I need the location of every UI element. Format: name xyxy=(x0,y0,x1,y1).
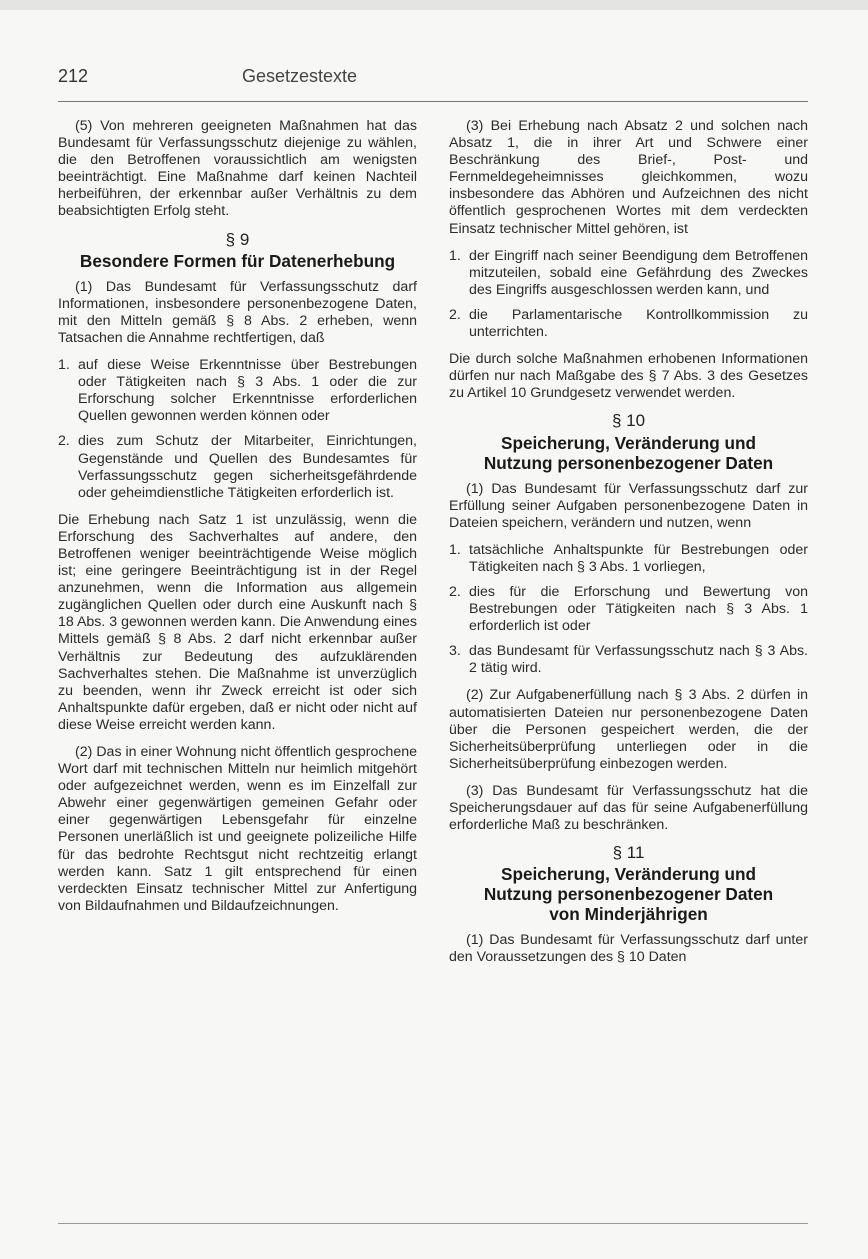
list-item-number: 1. xyxy=(449,541,461,558)
list-item-text: tatsächliche Anhaltspunkte für Bestrebungen oder Tätigkeiten nach § 3 Abs. 1 vorliegen, xyxy=(469,541,808,575)
section-11-title-line: Speicherung, Veränderung und xyxy=(501,864,756,885)
section-10-number: § 10 xyxy=(611,411,646,431)
list-item xyxy=(449,248,808,299)
scan-top-edge xyxy=(0,0,868,10)
paragraph-8-5: (5) Von mehreren geeigneten Maßnahmen hat das Bundesamt für Verfassungsschutz diejenige zu wählen, die den Betroffenen voraussichtlich am wenigsten beeinträchtigt. Eine Maßnahme darf keinen Nachteil herbeiführen, der erkennbar außer Verhältnis zu dem beabsichtigten Erfolg steht. xyxy=(58,118,417,220)
section-9-number: § 9 xyxy=(225,229,250,249)
section-11-title-line: Nutzung personenbezogener Daten xyxy=(483,884,774,905)
section-10-title-line: Nutzung personenbezogener Daten xyxy=(483,452,774,473)
list-item-number: 3. xyxy=(449,643,461,660)
left-column xyxy=(58,118,417,925)
list-item-text: auf diese Weise Erkenntnisse über Bestrebungen oder Tätigkeiten nach § 3 Abs. 1 oder die zur Erforschung solcher Erkenntnisse erforderlichen Quellen gewonnen werden können oder xyxy=(78,357,417,425)
paragraph-11-1: (1) Das Bundesamt für Verfassungsschutz darf unter den Voraussetzungen des § 10 Daten xyxy=(449,932,808,966)
section-10-list xyxy=(449,542,808,678)
right-column xyxy=(449,118,808,976)
list-item-text: dies zum Schutz der Mitarbeiter, Einrichtungen, Gegenstände und Quellen des Bundesamtes für Verfassungsschutz gegen sicherheitsgefährdende oder geheimdienstliche Tätigkeiten erforderlich ist. xyxy=(78,433,417,501)
paragraph-9-1: (1) Das Bundesamt für Verfassungsschutz darf Informationen, insbesondere personenbezogene Daten, mit den Mitteln gemäß § 8 Abs. 2 erheben, wenn Tatsachen die Annahme rechtfertigen, daß xyxy=(58,278,417,346)
list-item-number: 2. xyxy=(449,583,461,600)
section-10-title-line: Speicherung, Veränderung und xyxy=(501,432,756,453)
list-item-text: die Parlamentarische Kontrollkommission zu unterrichten. xyxy=(469,306,808,341)
section-9-3-list xyxy=(449,248,808,341)
paragraph-9-2: (2) Das in einer Wohnung nicht öffentlich gesprochene Wort darf mit technischen Mitteln nur heimlich mitgehört oder aufgezeichnet werden, wenn es im Einzelfall zur Abwehr einer gegenwärtigen gemeinen Gefahr oder einer gegenwärtigen Lebensgefahr für einzelne Personen unerläßlich ist und geeignete polizeiliche Hilfe für das bedrohte Rechtsgut nicht rechtzeitig erlangt werden kann. Satz 1 gilt entsprechend für einen verdeckten Einsatz technischer Mittel zur Anfertigung von Bildaufnahmen und Bildaufzeichnungen. xyxy=(58,744,417,914)
running-title: Gesetzestexte xyxy=(242,66,358,86)
list-item-number: 2. xyxy=(58,433,70,450)
list-item-number: 1. xyxy=(449,247,461,264)
page-number: 212 xyxy=(58,66,89,86)
list-item xyxy=(449,643,808,677)
paragraph-10-1: (1) Das Bundesamt für Verfassungsschutz darf zur Erfüllung seiner Aufgaben personenbezogene Daten in Dateien speichern, verändern und nutzen, wenn xyxy=(449,480,808,531)
section-11-number: § 11 xyxy=(612,843,645,863)
paragraph-9-satz: Die Erhebung nach Satz 1 ist unzulässig, wenn die Erforschung des Sachverhaltes auf andere, den Betroffenen weniger beeinträchtigende Weise möglich ist; eine geringere Beeinträchtigung ist in der Regel anzunehmen, wenn die Information aus allgemein zugänglichen Quellen oder durch eine Auskunft nach § 18 Abs. 3 gewonnen werden kann. Die Anwendung eines Mittels gemäß § 8 Abs. 2 darf nicht erkennbar außer Verhältnis zur Bedeutung des aufzuklärenden Sachverhaltes stehen. Die Maßnahme ist unverzüglich zu beenden, wenn ihr Zweck erreicht ist oder sich Anhaltspunkte dafür ergeben, daß er nicht oder nicht auf diese Weise erreicht werden kann. xyxy=(58,511,417,733)
list-item xyxy=(449,542,808,576)
paragraph-10-3: (3) Das Bundesamt für Verfassungsschutz hat die Speicherungsdauer auf das für seine Aufgabenerfüllung erforderliche Maß zu beschränken. xyxy=(449,782,808,834)
list-item-number: 1. xyxy=(58,357,70,374)
section-10-title xyxy=(449,433,808,473)
section-9-title: Besondere Formen für Datenerhebung xyxy=(79,250,396,271)
header-rule xyxy=(58,101,808,102)
section-9-list xyxy=(58,357,417,502)
page-header xyxy=(58,66,808,96)
section-11-title xyxy=(449,864,808,924)
paragraph-9-3-tail: Die durch solche Maßnahmen erhobenen Informationen dürfen nur nach Maßgabe des § 7 Abs. 3 des Gesetzes zu Artikel 10 Grundgesetz verwendet werden. xyxy=(449,351,808,402)
section-11-title-line: von Minderjährigen xyxy=(549,904,708,925)
paragraph-10-2: (2) Zur Aufgabenerfüllung nach § 3 Abs. 2 dürfen in automatisierten Dateien nur personenbezogene Daten über die Personen gespeichert werden, die der Sicherheitsüberprüfung unterliegen oder in die Sicherheitsüberprüfung einbezogen werden. xyxy=(449,687,808,772)
list-item xyxy=(58,433,417,501)
list-item-text: dies für die Erforschung und Bewertung von Bestrebungen oder Tätigkeiten nach § 3 Abs. 1 erforderlich ist oder xyxy=(469,583,808,635)
footer-rule xyxy=(58,1223,808,1224)
list-item-text: das Bundesamt für Verfassungsschutz nach § 3 Abs. 2 tätig wird. xyxy=(469,643,808,677)
list-item-number: 2. xyxy=(449,306,461,323)
list-item xyxy=(449,584,808,635)
list-item xyxy=(449,307,808,341)
paragraph-9-3: (3) Bei Erhebung nach Absatz 2 und solchen nach Absatz 1, die in ihrer Art und Schwere einer Beschränkung des Brief-, Post- und Fernmeldegeheimnisses gleichkommen, wozu insbesondere das Abhören und Aufzeichnen des nicht öffentlich gesprochenen Wortes mit dem verdeckten Einsatz technischer Mittel gehören, ist xyxy=(449,118,808,237)
list-item xyxy=(58,357,417,425)
list-item-text: der Eingriff nach seiner Beendigung dem Betroffenen mitzuteilen, sobald eine Gefährdung des Zweckes des Eingriffs ausgeschlossen werden kann, und xyxy=(469,247,808,298)
